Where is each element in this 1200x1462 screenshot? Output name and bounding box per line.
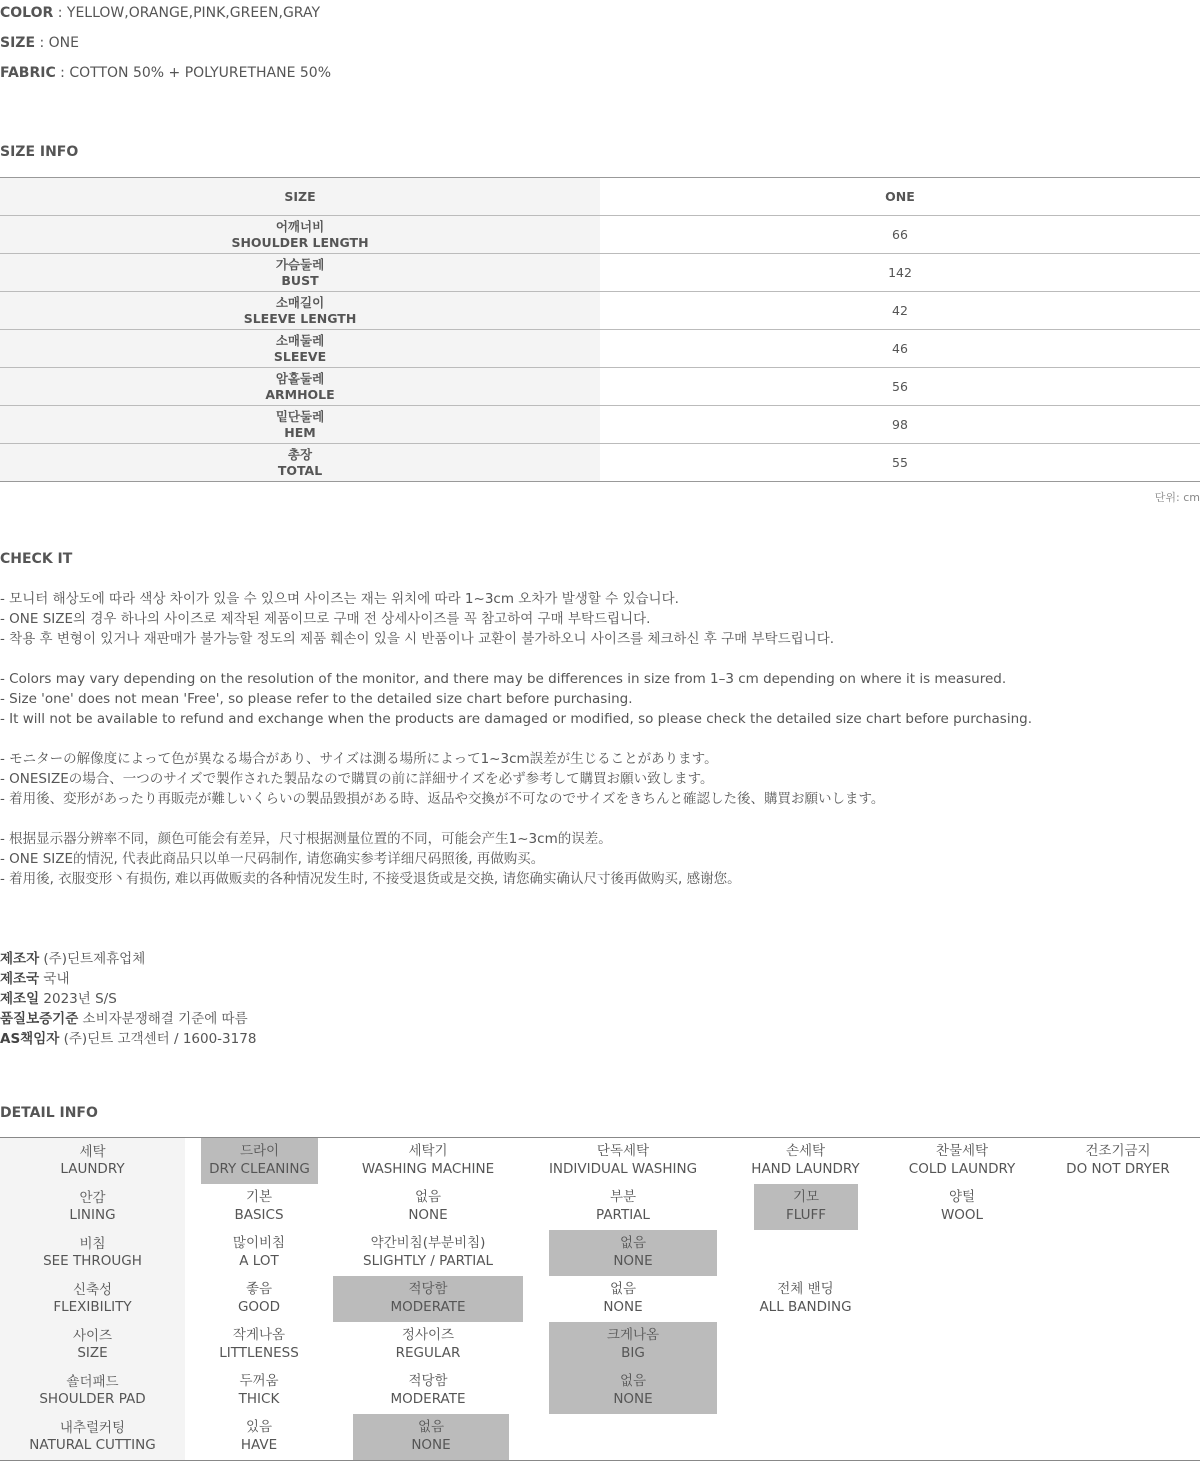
detail-option-en: WASHING MACHINE — [361, 1160, 495, 1177]
detail-option-ko: 좋음 — [245, 1281, 273, 1297]
detail-option-ko: 있음 — [245, 1419, 273, 1435]
detail-option — [185, 1322, 333, 1368]
table-row — [0, 368, 1200, 406]
detail-option-ko: 기본 — [245, 1189, 273, 1205]
detail-option-item — [888, 1184, 1036, 1230]
detail-option — [333, 1276, 523, 1322]
check-line: - 모니터 해상도에 따라 색상 차이가 있을 수 있으며 사이즈는 재는 위치에 따라 1~3cm 오차가 발생할 수 있습니다. — [0, 591, 679, 607]
detail-row — [0, 1414, 1200, 1461]
detail-empty-cell — [888, 1368, 1036, 1414]
table-row — [0, 292, 1200, 330]
check-it-ko — [0, 589, 834, 649]
detail-label-en: NATURAL CUTTING — [29, 1437, 156, 1453]
detail-label-ko: 안감 — [79, 1189, 106, 1206]
maker-label: 제조자 — [0, 951, 40, 967]
detail-option-ko: 드라이 — [239, 1143, 280, 1159]
detail-option-item — [185, 1322, 333, 1368]
detail-option-selected — [549, 1322, 717, 1368]
detail-option-en: NONE — [613, 1390, 653, 1407]
detail-option-en: PARTIAL — [596, 1206, 650, 1223]
detail-option-en: MODERATE — [390, 1390, 466, 1407]
table-row — [0, 254, 1200, 292]
detail-option-ko: 건조기금지 — [1085, 1143, 1151, 1159]
detail-empty-cell — [1036, 1184, 1200, 1230]
detail-option-ko: 많이비침 — [232, 1235, 286, 1251]
detail-option-en: ALL BANDING — [759, 1298, 852, 1315]
detail-empty-cell — [723, 1230, 888, 1276]
detail-option-item — [333, 1138, 523, 1184]
detail-empty-cell — [1036, 1230, 1200, 1276]
detail-option-item — [185, 1184, 333, 1230]
detail-label-ko: 신축성 — [72, 1281, 113, 1298]
size-row-en: ARMHOLE — [265, 386, 335, 402]
detail-option-item — [723, 1276, 888, 1322]
detail-option-selected — [549, 1368, 717, 1414]
spec-fabric — [0, 65, 331, 81]
detail-option-item — [888, 1138, 1036, 1184]
detail-option-en: LITTLENESS — [219, 1344, 299, 1361]
detail-option — [723, 1184, 888, 1230]
detail-option-item — [333, 1368, 523, 1414]
detail-label-en: SIZE — [77, 1345, 108, 1361]
detail-label-en: SHOULDER PAD — [39, 1391, 146, 1407]
detail-option-ko: 양털 — [948, 1189, 976, 1205]
spec-color-value: : YELLOW,ORANGE,PINK,GREEN,GRAY — [53, 5, 320, 21]
maker-info — [0, 949, 256, 1049]
size-table-header — [0, 178, 1200, 216]
size-row-en: SHOULDER LENGTH — [231, 234, 369, 250]
size-row-label — [0, 406, 600, 444]
check-line: - 착용 후 변형이 있거나 재판매가 불가능할 정도의 제품 훼손이 있을 시 반품이나 교환이 불가하오니 사이즈를 체크하신 후 구매 부탁드립니다. — [0, 631, 835, 647]
detail-option-ko: 부분 — [609, 1189, 637, 1205]
check-line: - It will not be available to refund and exchange when the products are damaged or modified, so please check the detailed size chart before purchasing. — [0, 711, 1032, 727]
detail-option — [333, 1322, 523, 1368]
detail-option — [523, 1184, 723, 1230]
detail-option-en: HAVE — [240, 1436, 278, 1453]
detail-empty-cell — [888, 1230, 1036, 1276]
size-row-ko: 가슴둘레 — [275, 256, 325, 272]
detail-empty-cell — [1036, 1414, 1200, 1461]
detail-empty-cell — [888, 1322, 1036, 1368]
maker-value: 2023년 S/S — [39, 991, 117, 1007]
detail-option — [333, 1138, 523, 1185]
spec-fabric-label: FABRIC — [0, 65, 56, 81]
detail-empty-cell — [888, 1276, 1036, 1322]
detail-row-label — [0, 1184, 185, 1230]
detail-option-ko: 기모 — [792, 1189, 820, 1205]
detail-option-item — [723, 1138, 888, 1184]
detail-option — [523, 1322, 723, 1368]
detail-option-ko: 단독세탁 — [596, 1143, 650, 1159]
detail-option-ko: 없음 — [609, 1281, 637, 1297]
maker-row — [0, 969, 256, 989]
detail-option-en: NONE — [603, 1298, 643, 1315]
detail-option-ko: 없음 — [619, 1235, 647, 1251]
detail-option-item — [185, 1230, 333, 1276]
detail-empty-cell — [1036, 1368, 1200, 1414]
detail-option-item — [523, 1276, 723, 1322]
detail-label-ko: 숄더패드 — [66, 1373, 119, 1390]
size-row-en: SLEEVE — [273, 348, 327, 364]
table-row — [0, 406, 1200, 444]
detail-option — [723, 1276, 888, 1322]
detail-option-item — [333, 1322, 523, 1368]
spec-fabric-value: : COTTON 50% + POLYURETHANE 50% — [55, 65, 332, 81]
detail-option-item — [1036, 1138, 1200, 1184]
detail-row — [0, 1184, 1200, 1230]
detail-option — [888, 1138, 1036, 1185]
detail-option — [333, 1230, 523, 1276]
size-row-value: 46 — [600, 330, 1200, 368]
detail-option — [333, 1368, 523, 1414]
size-row-en: BUST — [281, 272, 319, 288]
unit-note: 단위: cm — [1154, 491, 1200, 504]
spec-size-value: : ONE — [35, 35, 79, 51]
size-row-value: 42 — [600, 292, 1200, 330]
detail-option-ko: 적당함 — [408, 1373, 448, 1389]
detail-label-ko: 내추럴커팅 — [59, 1419, 126, 1436]
detail-option-ko: 두꺼움 — [239, 1373, 279, 1389]
detail-option-en: INDIVIDUAL WASHING — [548, 1160, 698, 1177]
maker-value: (주)딘트 고객센터 / 1600-3178 — [59, 1031, 257, 1047]
size-row-label — [0, 330, 600, 368]
detail-option — [723, 1138, 888, 1185]
detail-option-en: A LOT — [239, 1252, 279, 1269]
check-line: - 着用後、変形があったり再販売が難しいくらいの製品毀損がある時、返品や交換が不可なのでサイズをきちんと確認した後、購買お願いします。 — [0, 791, 885, 807]
detail-row-label — [0, 1276, 185, 1322]
detail-empty-cell — [723, 1368, 888, 1414]
detail-row — [0, 1276, 1200, 1322]
detail-option-ko: 작게나옴 — [232, 1327, 286, 1343]
check-line: - Colors may vary depending on the resolution of the monitor, and there may be differences in size from 1–3 cm depending on where it is measured. — [0, 671, 1007, 687]
detail-option-item — [333, 1184, 523, 1230]
maker-value: 국내 — [39, 971, 70, 987]
size-row-en: HEM — [284, 424, 316, 440]
check-line: - モニターの解像度によって色が異なる場合があり、サイズは測る場所によって1~3cm誤差が生じることがあります。 — [0, 751, 718, 767]
check-line: - 着用後, 衣服变形丶有损伤, 难以再做贩卖的各种情况发生时, 不接受退货或是交换, 请您确实确认尺寸後再做购买, 感谢您。 — [0, 871, 741, 887]
table-row — [0, 216, 1200, 254]
maker-label: 제조국 — [0, 971, 40, 987]
detail-option-item — [523, 1138, 723, 1184]
detail-option-ko: 없음 — [619, 1373, 647, 1389]
detail-option — [888, 1184, 1036, 1230]
size-row-label — [0, 216, 600, 254]
detail-option-selected — [333, 1276, 523, 1322]
size-row-label — [0, 254, 600, 292]
detail-option — [333, 1414, 523, 1461]
detail-option-ko: 손세탁 — [785, 1143, 826, 1159]
size-header-value: ONE — [600, 178, 1200, 216]
detail-label-ko: 세탁 — [79, 1143, 106, 1160]
maker-row — [0, 949, 256, 969]
detail-option — [523, 1276, 723, 1322]
check-it-en — [0, 669, 1032, 729]
size-row-value: 142 — [600, 254, 1200, 292]
size-row-ko: 소매길이 — [275, 294, 325, 310]
maker-value: 소비자분쟁해결 기준에 따름 — [78, 1011, 248, 1027]
check-line: - ONE SIZE의 경우 하나의 사이즈로 제작된 제품이므로 구매 전 상세사이즈를 꼭 참고하여 구매 부탁드립니다. — [0, 611, 651, 627]
detail-row-label — [0, 1414, 185, 1461]
detail-empty-cell — [723, 1414, 888, 1461]
size-row-value: 66 — [600, 216, 1200, 254]
check-it-zh — [0, 829, 741, 889]
size-row-en: SLEEVE LENGTH — [243, 310, 357, 326]
table-row — [0, 444, 1200, 482]
detail-option-en: COLD LAUNDRY — [908, 1160, 1016, 1177]
detail-option-ko: 찬물세탁 — [935, 1143, 989, 1159]
table-row — [0, 330, 1200, 368]
detail-label-en: SEE THROUGH — [43, 1253, 142, 1269]
detail-option-item — [333, 1230, 523, 1276]
detail-row — [0, 1230, 1200, 1276]
detail-option-ko: 없음 — [417, 1419, 445, 1435]
check-it-ja — [0, 749, 884, 809]
detail-option-ko: 정사이즈 — [401, 1327, 455, 1343]
detail-empty-cell — [1036, 1276, 1200, 1322]
detail-row — [0, 1138, 1200, 1185]
detail-option — [185, 1276, 333, 1322]
detail-empty-cell — [1036, 1322, 1200, 1368]
detail-option-en: DRY CLEANING — [209, 1160, 310, 1177]
detail-label-ko: 사이즈 — [72, 1327, 113, 1344]
detail-option — [185, 1230, 333, 1276]
maker-row — [0, 1009, 256, 1029]
detail-option — [523, 1138, 723, 1185]
detail-option-ko: 없음 — [414, 1189, 442, 1205]
detail-row — [0, 1368, 1200, 1414]
detail-label-ko: 비침 — [79, 1235, 106, 1252]
check-line: - ONE SIZE的情況, 代表此商品只以单一尺码制作, 请您确实参考详细尺码照後, 再做购买。 — [0, 851, 545, 867]
detail-option-en: SLIGHTLY / PARTIAL — [363, 1252, 493, 1269]
detail-option-ko: 세탁기 — [408, 1143, 448, 1159]
detail-option-en: NONE — [613, 1252, 653, 1269]
size-header-label: SIZE — [0, 178, 600, 216]
maker-label: 제조일 — [0, 991, 40, 1007]
size-row-ko: 총장 — [287, 446, 313, 462]
spec-size-label: SIZE — [0, 35, 36, 51]
detail-option-item — [185, 1368, 333, 1414]
detail-option-en: WOOL — [940, 1206, 984, 1223]
detail-option-selected — [353, 1414, 509, 1460]
size-row-ko: 암홀둘레 — [275, 370, 325, 386]
detail-option-en: DO NOT DRYER — [1066, 1160, 1170, 1177]
size-row-label — [0, 444, 600, 482]
detail-label-en: LAUNDRY — [60, 1161, 125, 1177]
detail-option-en: NONE — [408, 1206, 448, 1223]
detail-label-en: LINING — [69, 1207, 116, 1223]
detail-option-ko: 전체 밴딩 — [777, 1281, 834, 1297]
maker-value: (주)딘트제휴업체 — [39, 951, 146, 967]
detail-option-en: THICK — [238, 1390, 280, 1407]
detail-empty-cell — [523, 1414, 723, 1461]
detail-option — [185, 1368, 333, 1414]
detail-option-ko: 적당함 — [408, 1281, 448, 1297]
detail-option-ko: 약간비침(부분비침) — [370, 1235, 486, 1251]
detail-option-ko: 크게나옴 — [606, 1327, 660, 1343]
detail-option — [185, 1138, 333, 1185]
detail-row — [0, 1322, 1200, 1368]
detail-option-en: REGULAR — [395, 1344, 461, 1361]
detail-option-en: MODERATE — [390, 1298, 466, 1315]
detail-option-en: BIG — [621, 1344, 645, 1361]
spec-color-label: COLOR — [0, 5, 54, 21]
detail-option — [185, 1414, 333, 1461]
size-row-ko: 어깨너비 — [275, 218, 325, 234]
detail-label-en: FLEXIBILITY — [53, 1299, 132, 1315]
detail-row-label — [0, 1368, 185, 1414]
detail-empty-cell — [888, 1414, 1036, 1461]
size-row-label — [0, 292, 600, 330]
detail-option — [333, 1184, 523, 1230]
detail-option-item — [185, 1276, 333, 1322]
detail-option-en: GOOD — [237, 1298, 281, 1315]
size-info-title: SIZE INFO — [0, 144, 79, 160]
detail-empty-cell — [723, 1322, 888, 1368]
check-line: - Size 'one' does not mean 'Free', so please refer to the detailed size chart before purchasing. — [0, 691, 633, 707]
detail-option-item — [185, 1414, 333, 1460]
detail-option-en: BASICS — [234, 1206, 284, 1223]
check-line: - 根据显示器分辨率不同，颜色可能会有差异，尺寸根据测量位置的不同，可能会产生1~3cm的误差。 — [0, 831, 612, 847]
size-row-label — [0, 368, 600, 406]
size-row-value: 98 — [600, 406, 1200, 444]
detail-table — [0, 1137, 1200, 1461]
detail-option — [185, 1184, 333, 1230]
size-table — [0, 177, 1200, 482]
spec-size — [0, 35, 79, 51]
detail-row-label — [0, 1230, 185, 1276]
detail-row-label — [0, 1322, 185, 1368]
size-row-ko: 밑단둘레 — [275, 408, 325, 424]
detail-option-selected — [201, 1138, 318, 1184]
detail-info-title: DETAIL INFO — [0, 1105, 98, 1121]
detail-option-en: FLUFF — [785, 1206, 827, 1223]
size-row-ko: 소매둘레 — [275, 332, 325, 348]
detail-option — [523, 1368, 723, 1414]
detail-option-selected — [549, 1230, 717, 1276]
maker-label: 품질보증기준 — [0, 1011, 79, 1027]
check-it-title: CHECK IT — [0, 551, 73, 567]
size-row-en: TOTAL — [277, 462, 323, 478]
maker-row — [0, 1029, 256, 1049]
detail-option-en: HAND LAUNDRY — [751, 1160, 860, 1177]
spec-color — [0, 5, 320, 21]
size-row-value: 55 — [600, 444, 1200, 482]
detail-option-en: NONE — [411, 1436, 451, 1453]
detail-option-item — [523, 1184, 723, 1230]
check-line: - ONESIZEの場合、一つのサイズで製作された製品なので購買の前に詳細サイズを必ず参考して購買お願い致します。 — [0, 771, 714, 787]
detail-option — [1036, 1138, 1200, 1185]
maker-label: AS책임자 — [0, 1031, 60, 1047]
size-row-value: 56 — [600, 368, 1200, 406]
detail-row-label — [0, 1138, 185, 1185]
detail-option-selected — [754, 1184, 858, 1230]
maker-row — [0, 989, 256, 1009]
detail-option — [523, 1230, 723, 1276]
